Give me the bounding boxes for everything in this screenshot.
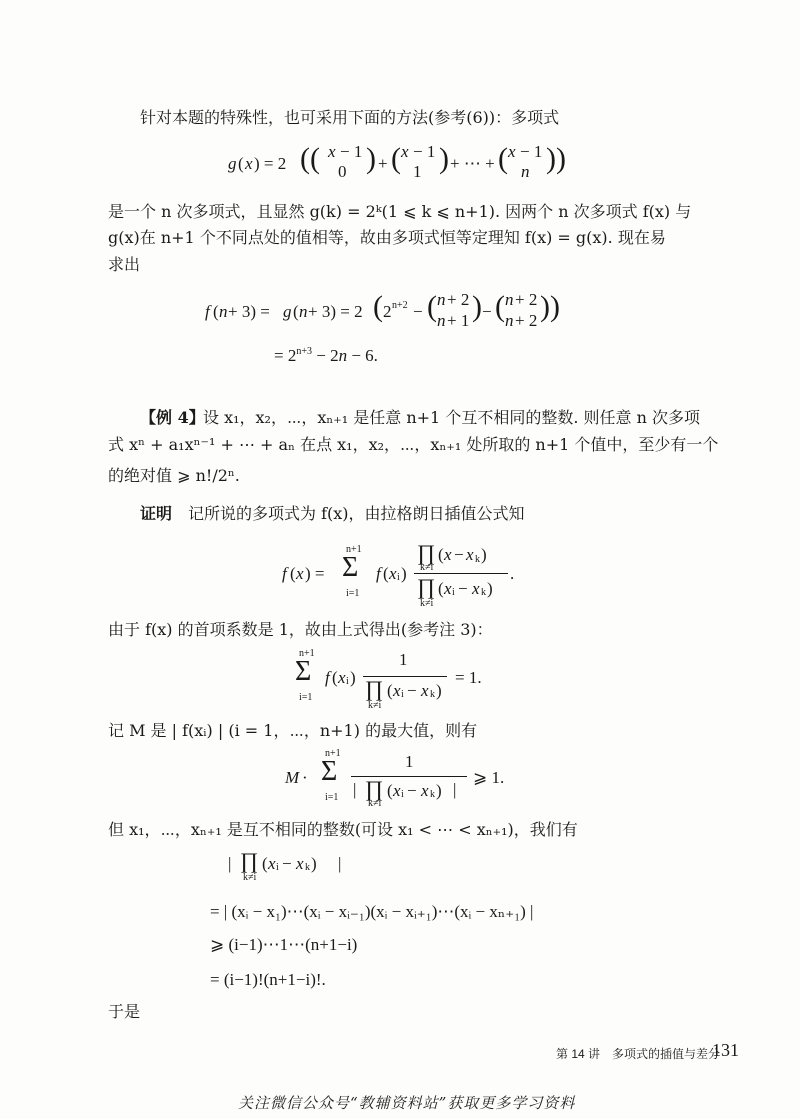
equation-chain-3: ⩾ (i−1)⋯1⋯(n+1−i) xyxy=(210,935,358,954)
para1-line3: 求出 xyxy=(108,255,141,274)
intro-line: 针对本题的特殊性，也可采用下面的方法(参考(6))：多项式 xyxy=(140,108,560,127)
example4-line2: 式 xⁿ + a₁xⁿ⁻¹ + ⋯ + aₙ 在点 x₁，x₂，⋯，xₙ₊₁ 处所取的 n+1 个值中，至少有一个 xyxy=(108,435,719,454)
example4-line3: 的绝对值 ⩾ n!/2ⁿ. xyxy=(108,466,240,485)
distinct-integers-line: 但 x₁，⋯，xₙ₊₁ 是互不相同的整数(可设 x₁ < ⋯ < xₙ₊₁)，我们有 xyxy=(108,820,578,839)
leading-coefficient-line: 由于 f(x) 的首项系数是 1，故由上式得出(参考注 3)： xyxy=(108,620,493,639)
conclusion-lead: 于是 xyxy=(108,1002,141,1021)
proof-label: 证明 xyxy=(140,504,173,523)
equation-f-n3: f ( n + 3) = g ( n + 3) = 2 ( 2 n+2 − ( n + 2 n + 1 ) − ( n + 2 n + 2 )) xyxy=(205,290,560,330)
chapter-header: 第 14 讲 多项式的插值与差分 xyxy=(556,1047,721,1061)
proof-line1: 记所说的多项式为 f(x)，由拉格朗日插值公式知 xyxy=(188,504,525,523)
equation-chain-2: = | (xᵢ − x₁)⋯(xᵢ − xᵢ₋₁)(xᵢ − xᵢ₊₁)⋯(xᵢ − xₙ₊₁) | xyxy=(210,902,534,921)
example4-label: 【例 4】 xyxy=(140,408,205,427)
equation-chain-4: = (i−1)!(n+1−i)!. xyxy=(210,970,326,989)
equation-chain-1: | ∏ ( x i − x k ) | k≠i xyxy=(228,848,342,883)
equation-lagrange: f ( x ) = n+1 Σ i=1 f ( x i ) ∏ ( x − x k ) k≠i ∏ ( x i − x k ) k≠i . xyxy=(282,540,515,609)
max-value-line: 记 M 是 | f(xᵢ) | (i = 1，⋯，n+1) 的最大值，则有 xyxy=(108,721,478,740)
equation-g: g ( x ) = 2 (( x − 1 0 ) + ( x − 1 1 ) + ⋯ + ( x − 1 n )) xyxy=(228,142,566,181)
equation-f-n3-result: = $2^{n+3} - 2n - 6$. xyxy=(274,346,378,365)
para1-line2: g(x)在 n+1 个不同点处的值相等，故由多项式恒等定理知 f(x) = g(x). 现在易 xyxy=(108,228,666,247)
example4-line1: 设 x₁，x₂，⋯，xₙ₊₁ 是任意 n+1 个互不相同的整数. 则任意 n 次多项 xyxy=(203,408,700,427)
page-number: 131 xyxy=(712,1040,739,1060)
equation-sum-one: n+1 Σ i=1 f ( x i ) 1 ∏ ( x i − x k ) k≠i = 1. xyxy=(295,648,482,711)
footer-watermark-note: 关注微信公众号“教辅资料站”获取更多学习资料 xyxy=(238,1094,576,1112)
para1-line1: 是一个 n 次多项式，且显然 g(k) = 2ᵏ(1 ⩽ k ⩽ n+1). 因两个 n 次多项式 f(x) 与 xyxy=(108,202,692,221)
equation-M: M · n+1 Σ i=1 1 | ∏ ( x i − x k ) | k≠i ⩾ 1. xyxy=(285,748,505,809)
